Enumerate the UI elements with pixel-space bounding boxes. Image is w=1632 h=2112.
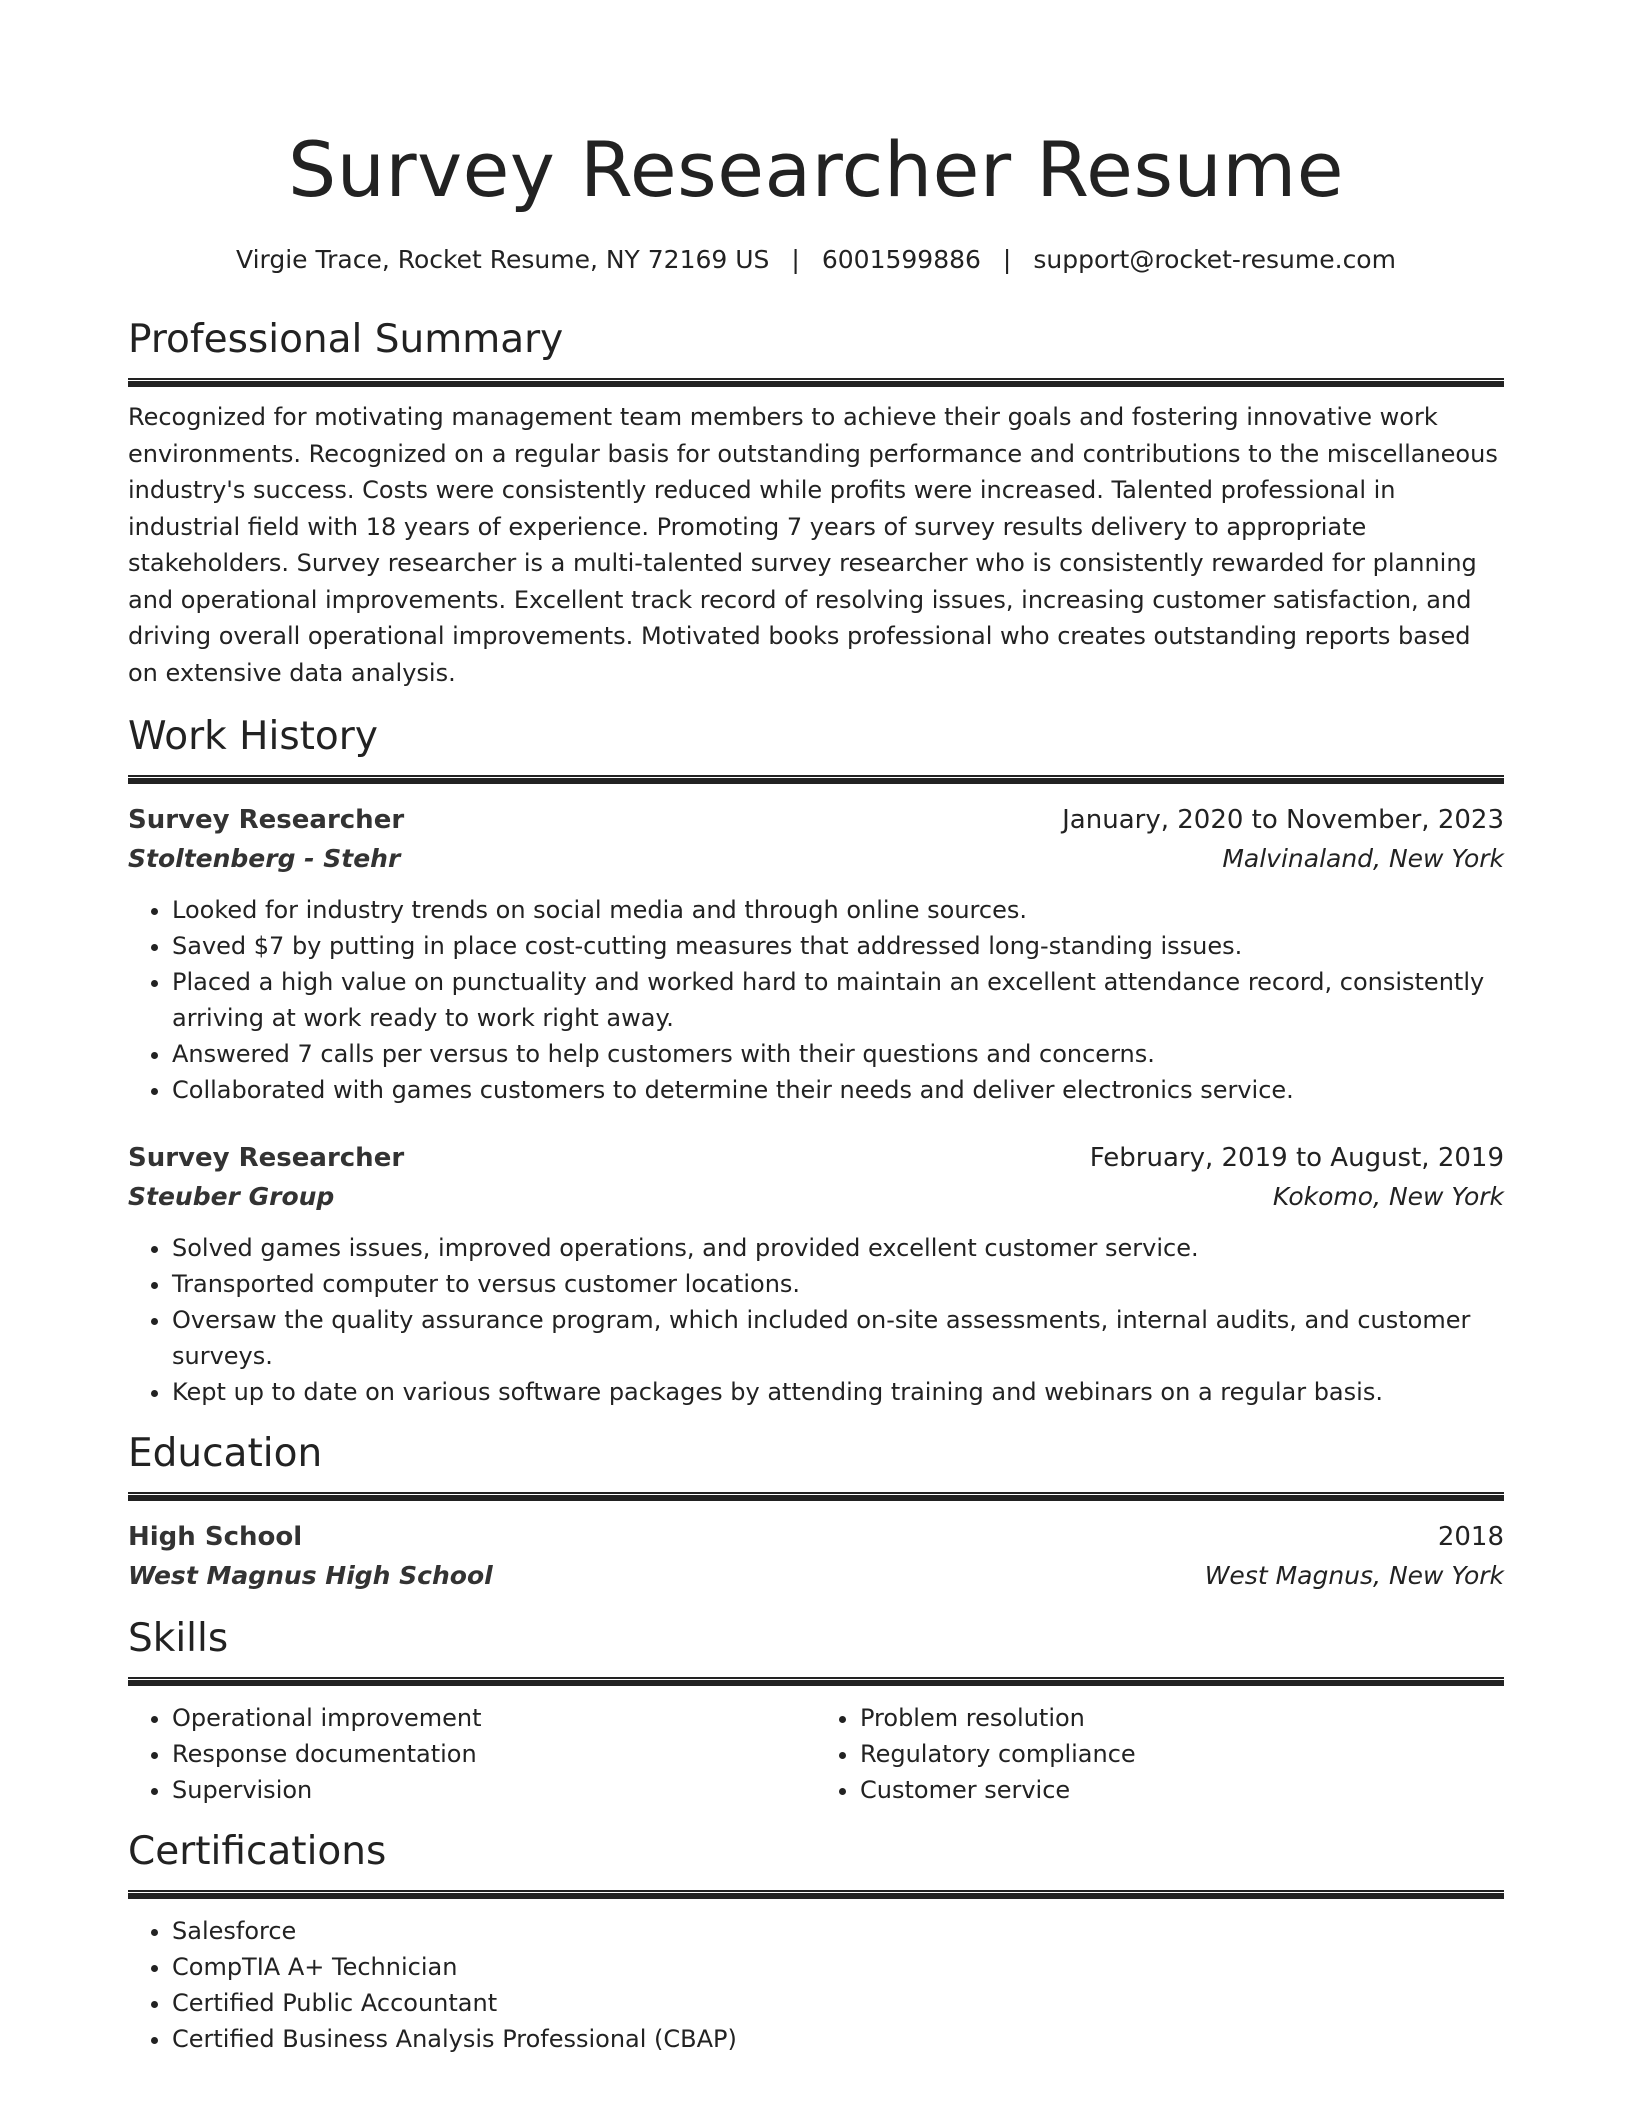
summary-section	[128, 314, 1504, 691]
education-school: West Magnus High School	[128, 1561, 493, 1590]
list-item: • Transported computer to versus customer locations.	[172, 1266, 1504, 1302]
section-divider	[128, 378, 1504, 387]
section-divider	[128, 1492, 1504, 1501]
summary-text: Recognized for motivating management team members to achieve their goals and fostering innovative work environments. Recognized on a regular basis for outstanding performance and contributions to the miscellaneous industry's success. Costs were consistently reduced while profits were increased. Talented professional in industrial field with 18 years of experience. Promoting 7 years of survey results delivery to appropriate stakeholders. Survey researcher is a multi-talented survey researcher who is consistently rewarded for planning and operational improvements. Excellent track record of resolving issues, increasing customer satisfaction, and driving overall operational improvements. Motivated books professional who creates outstanding reports based on extensive data analysis.	[128, 403, 1498, 687]
list-item: • Saved $7 by putting in place cost-cutting measures that addressed long-standing issues.	[172, 928, 1504, 964]
job-company: Steuber Group	[128, 1182, 335, 1211]
list-item: • Solved games issues, improved operations, and provided excellent customer service.	[172, 1230, 1504, 1266]
job-location: Kokomo, New York	[1272, 1182, 1504, 1211]
contact-separator: |	[791, 245, 800, 274]
resume-title: Survey Researcher Resume	[288, 125, 1344, 214]
education-entry	[128, 1517, 1504, 1595]
list-item: • Salesforce	[172, 1913, 1504, 1949]
skills-column-left	[128, 1700, 816, 1808]
list-item: • Collaborated with games customers to determine their needs and deliver electronics service.	[172, 1072, 1504, 1108]
job-entry	[128, 1138, 1504, 1410]
education-degree: High School	[128, 1522, 303, 1552]
job-title: Survey Researcher	[128, 1143, 405, 1173]
skills-column-right	[816, 1700, 1504, 1808]
list-item: • Certified Public Accountant	[172, 1985, 1504, 2021]
certifications-list	[128, 1913, 1504, 2057]
section-divider	[128, 775, 1504, 784]
list-item: • Answered 7 calls per versus to help customers with their questions and concerns.	[172, 1036, 1504, 1072]
section-heading-work-history: Work History	[128, 714, 378, 759]
skills-section	[128, 1613, 1504, 1808]
certifications-section	[128, 1826, 1504, 2057]
contact-separator: |	[1002, 245, 1012, 274]
job-duties-list	[128, 1230, 1504, 1410]
list-item: • Problem resolution	[860, 1700, 1504, 1736]
list-item: • Kept up to date on various software packages by attending training and webinars on a regular basis.	[172, 1374, 1504, 1410]
list-item: • Looked for industry trends on social media and through online sources.	[172, 892, 1504, 928]
job-duties-list	[128, 892, 1504, 1108]
list-item: • Regulatory compliance	[860, 1736, 1504, 1772]
list-item: • Supervision	[172, 1772, 816, 1808]
section-heading-education: Education	[128, 1431, 323, 1476]
section-divider	[128, 1890, 1504, 1899]
list-item: • Placed a high value on punctuality and worked hard to maintain an excellent attendance record, consistently arriving at work ready to work right away.	[172, 964, 1504, 1036]
work-history-section	[128, 711, 1504, 1410]
contact-email: support@rocket-resume.com	[1033, 245, 1396, 274]
job-company: Stoltenberg - Stehr	[128, 844, 401, 873]
section-divider	[128, 1677, 1504, 1686]
list-item: • CompTIA A+ Technician	[172, 1949, 1504, 1985]
education-section	[128, 1428, 1504, 1595]
education-location: West Magnus, New York	[1204, 1561, 1504, 1590]
skills-list	[816, 1700, 1504, 1808]
skills-list	[128, 1700, 816, 1808]
section-heading-certifications: Certifications	[128, 1829, 387, 1874]
section-heading-summary: Professional Summary	[128, 317, 564, 362]
section-heading-skills: Skills	[128, 1616, 229, 1661]
job-location: Malvinaland, New York	[1222, 844, 1504, 873]
job-title: Survey Researcher	[128, 805, 405, 835]
skills-grid	[128, 1700, 1504, 1808]
list-item: • Oversaw the quality assurance program, which included on-site assessments, internal audits, and customer surveys.	[172, 1302, 1504, 1374]
education-year: 2018	[1437, 1522, 1504, 1552]
contact-phone: 6001599886	[821, 245, 981, 274]
list-item: • Certified Business Analysis Professional (CBAP)	[172, 2021, 1504, 2057]
job-dates: February, 2019 to August, 2019	[1089, 1143, 1504, 1173]
contact-address: Virgie Trace, Rocket Resume, NY 72169 US	[236, 245, 770, 274]
contact-line	[128, 242, 1504, 278]
job-dates: January, 2020 to November, 2023	[1062, 805, 1504, 835]
list-item: • Operational improvement	[172, 1700, 816, 1736]
list-item: • Response documentation	[172, 1736, 816, 1772]
job-entry	[128, 800, 1504, 1108]
list-item: • Customer service	[860, 1772, 1504, 1808]
